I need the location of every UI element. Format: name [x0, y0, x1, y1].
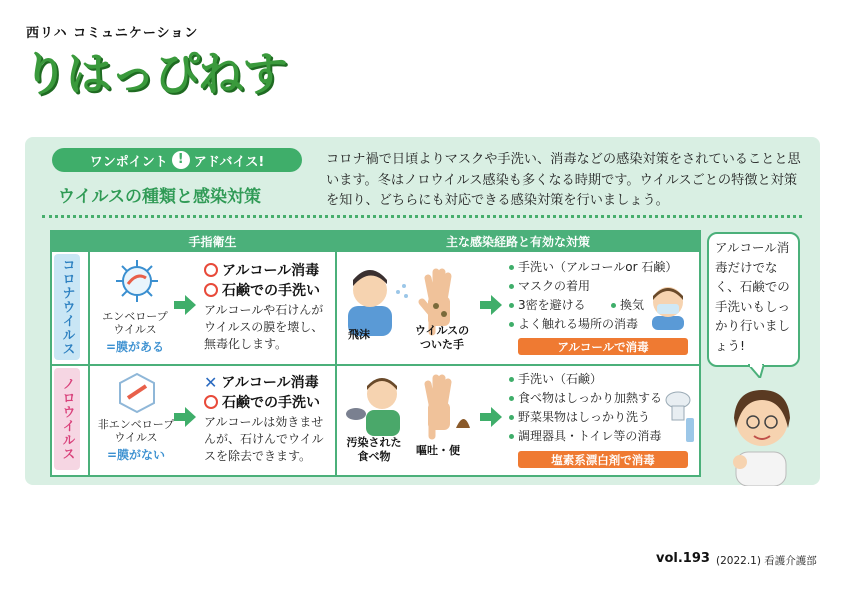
speech-bubble: アルコール消毒だけでなく、石鹸での手洗いもしっかり行いましょう!	[707, 232, 800, 367]
membrane-label: =膜がある	[105, 340, 165, 354]
measure-item: 調理器具・トイレ等の消毒	[518, 429, 662, 443]
newsletter-subtitle: 西リハ コミュニケーション	[26, 26, 199, 41]
hygiene-description: アルコールは効きませんが、石けんでウイルスを除去できます。	[204, 415, 324, 463]
corner-header	[52, 232, 88, 250]
infection-route-header: 主な感染経路と有効な対策	[337, 232, 699, 250]
row-divider	[52, 364, 699, 366]
check-text: 石鹸での手洗い	[222, 283, 320, 299]
masked-child-illustration	[648, 282, 688, 330]
measure-item: 食べ物はしっかり加熱する	[518, 391, 663, 405]
department: 看護介護部	[764, 555, 817, 567]
contaminated-hand-label: ウイルスの ついた手	[414, 324, 470, 351]
check-soap	[204, 392, 320, 412]
measure-item: 3密を避ける	[518, 298, 586, 312]
nurse-illustration	[724, 378, 796, 486]
arrow-right-icon	[174, 406, 196, 428]
check-text: アルコール消毒	[222, 263, 320, 279]
check-alcohol	[204, 260, 319, 280]
section-heading: ウイルスの種類と感染対策	[58, 187, 261, 207]
column-divider	[335, 232, 337, 475]
circle-ok-icon	[204, 263, 218, 277]
intro-paragraph: コロナ禍で日頃よりマスクや手洗い、消毒などの感染対策をされていることと思います。冬はノロウイルス感染も多くなる時期です。ウイルスごとの特徴と対策を知り、どちらにも対応できる感染対策を行いましょう。	[326, 152, 801, 208]
droplet-label: 飛沫	[348, 328, 370, 341]
non-envelope-virus-icon	[118, 372, 156, 414]
check-text: 石鹸での手洗い	[222, 395, 320, 411]
check-text: アルコール消毒	[221, 375, 319, 391]
pill-left-text: ワンポイント	[89, 154, 168, 170]
exclamation-icon: !	[172, 151, 190, 169]
bleach-disinfect-badge: 塩素系漂白剤で消毒	[518, 451, 688, 468]
circle-ok-icon	[204, 283, 218, 297]
dotted-divider	[42, 215, 802, 218]
hygiene-description: アルコールや石けんがウイルスの膜を壊し、無毒化します。	[204, 303, 324, 351]
measure-item: 手洗い（石鹸）	[518, 372, 603, 386]
row-divider	[52, 250, 699, 252]
volume-number: vol.193	[656, 551, 710, 566]
virus-type-label: エンベロープ ウイルス	[102, 310, 168, 336]
membrane-label: =膜がない	[106, 448, 166, 462]
arrow-right-icon	[174, 294, 196, 316]
envelope-virus-icon	[114, 258, 160, 304]
contaminated-food-label: 汚染された 食べ物	[346, 436, 402, 463]
one-point-advice-badge	[52, 148, 302, 172]
measure-item: 野菜果物はしっかり洗う	[518, 410, 651, 424]
x-mark-icon: ✕	[204, 372, 218, 392]
pill-right-text: アドバイス!	[193, 154, 265, 170]
virus-type-label: 非エンベロープ ウイルス	[97, 418, 175, 444]
circle-ok-icon	[204, 395, 218, 409]
alcohol-disinfect-badge: アルコールで消毒	[518, 338, 688, 355]
virus-table	[50, 230, 701, 477]
measure-item: マスクの着用	[518, 279, 591, 293]
arrow-right-icon	[480, 406, 502, 428]
noro-row-label: ノロウイルス	[54, 368, 80, 470]
issue-date: (2022.1)	[716, 555, 761, 567]
corona-row-label: コロナウイルス	[54, 254, 80, 360]
newsletter-logo: りはっぴねす	[22, 47, 286, 101]
arrow-right-icon	[480, 294, 502, 316]
measure-item: 換気	[620, 298, 645, 312]
eating-child-illustration	[344, 370, 474, 440]
check-soap	[204, 280, 320, 300]
measure-item: よく触れる場所の消毒	[518, 317, 639, 331]
measure-item: 手洗い（アルコールor 石鹸）	[518, 260, 678, 274]
bubble-tail	[748, 364, 764, 378]
check-alcohol	[204, 372, 319, 392]
hand-hygiene-header: 手指衛生	[90, 232, 335, 250]
issue-info	[716, 553, 817, 568]
vomit-stool-label: 嘔吐・便	[416, 444, 460, 457]
toilet-spray-illustration	[664, 388, 696, 446]
